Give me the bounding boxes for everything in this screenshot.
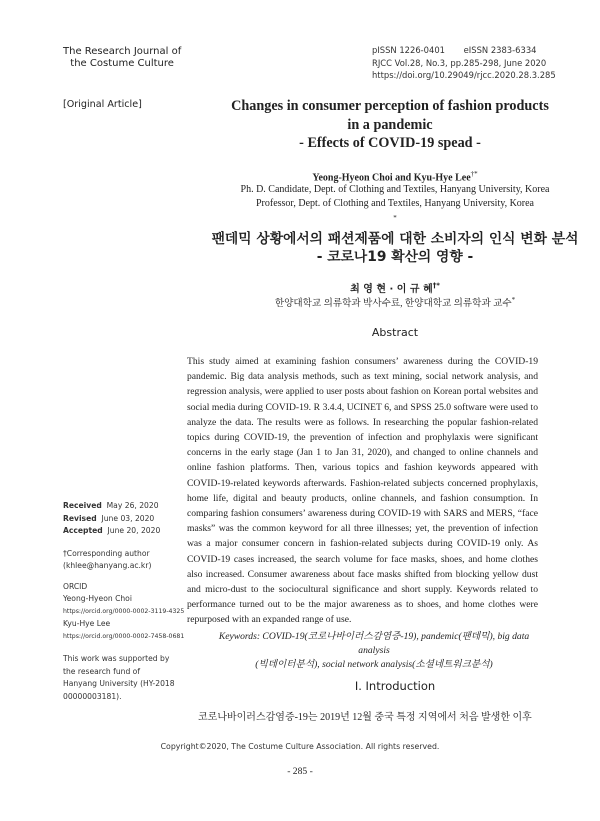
korean-title — [180, 230, 600, 266]
accepted-row — [63, 525, 184, 538]
funding-line-1: This work was supported by — [63, 654, 170, 663]
affiliations — [180, 183, 600, 229]
title-line1: Changes in consumer perception of fashion products — [231, 98, 549, 114]
received-row — [63, 500, 184, 513]
korean-authors — [180, 280, 600, 295]
orcid-name-2: Kyu-Hye Lee — [63, 619, 111, 628]
issn-row — [372, 44, 556, 57]
korean-affiliation-text: 한양대학교 의류학과 박사수료, 한양대학교 의류학과 교수 — [274, 298, 512, 309]
corresponding-author-email[interactable]: (khlee@hanyang.ac.kr) — [63, 561, 152, 570]
korean-author-names: 최 영 현 · 이 규 혜 — [350, 284, 433, 295]
keywords-line2: (빅데이터분석), social network analysis(소셜네트워크분석) — [255, 659, 493, 670]
funding-line-2: the research fund of — [63, 666, 140, 676]
citation: RJCC Vol.28, No.3, pp.285-298, June 2020 — [372, 57, 547, 68]
sidebar — [63, 500, 184, 703]
article-title — [170, 97, 600, 153]
korean-author-marks: †* — [432, 281, 440, 290]
doi-link[interactable]: https://doi.org/10.29049/rjcc.2020.28.3.285 — [372, 70, 556, 80]
copyright: Copyright©2020, The Costume Culture Association. All rights reserved. — [160, 742, 440, 751]
revised-label: Revised — [63, 513, 97, 523]
revised-row — [63, 513, 184, 526]
author-names: Yeong-Hyeon Choi and Kyu-Hye Lee — [312, 172, 471, 184]
journal-name-line2: the Costume Culture — [70, 58, 174, 69]
orcid-label: ORCID — [63, 581, 88, 591]
received-date: May 26, 2020 — [106, 501, 159, 510]
title-line3: - Effects of COVID-19 spead - — [299, 135, 481, 151]
orcid-link-1[interactable]: https://orcid.org/0000-0002-3119-4325 — [63, 607, 185, 615]
accepted-label: Accepted — [63, 526, 103, 535]
korean-affiliation-mark: * — [511, 295, 516, 304]
introduction-first-line: 코로나바이러스감염증-19는 2019년 12월 중국 특정 지역에서 처음 발생한 이후 — [198, 712, 532, 723]
title-line2: in a pandemic — [347, 116, 433, 133]
korean-title-line2: - 코로나19 확산의 영향 - — [316, 249, 474, 265]
korean-title-line1: 팬데믹 상황에서의 패션제품에 대한 소비자의 인식 변화 분석 — [211, 231, 579, 247]
eissn: eISSN 2383-6334 — [463, 45, 537, 55]
affiliation-line1: Ph. D. Candidate, Dept. of Clothing and Textiles, Hanyang University, Korea — [240, 184, 550, 195]
korean-affiliations — [180, 295, 600, 309]
affiliation-line2: Professor, Dept. of Clothing and Textiles, Hanyang University, Korea — [255, 198, 534, 209]
author-marks: †* — [470, 170, 478, 178]
orcid-link-2[interactable]: https://orcid.org/0000-0002-7458-0681 — [63, 632, 185, 640]
funding-line-4: 00000003181). — [63, 691, 122, 701]
article-type: [Original Article] — [63, 99, 142, 110]
abstract-heading: Abstract — [371, 326, 419, 339]
journal-name — [63, 46, 181, 70]
orcid-name-1: Yeong-Hyeon Choi — [63, 594, 132, 603]
pissn: pISSN 1226-0401 — [372, 45, 445, 55]
page-number: - 285 - — [287, 766, 313, 777]
abstract-body: This study aimed at examining fashion consumers’ awareness during the COVID-19 pandemic. Big data analysis methods, such as text mining, social network analysis, and regression analysis, were applied to user posts about fashion on Korean portal websites and social media during COVID-19. R 3.4.4, UCINET 6, and SPSS 25.0 software were used to analyze the data. The results were as follows. In researching the popular fashion-related topics during COVID-19, the prevention of infection and prophylaxis were significant concerns in the early stage (Jan 1 to Jan 31, 2020), and changed to online channels and online fashion platforms. Then, various topics and fashion keywords appeared with COVID-19-related keywords afterwards. Fashion-related subjects concerned prophylaxis, home life, digital and beauty products, online channels, and fashion consumption. In comparing fashion consumers’ awareness during COVID-19 with SARS and MERS, “face masks” was the common keyword for all three illnesses; yet, the prevention of infection was a major consumer concern in fashion-related subjects during COVID-19 only. As COVID-19 cases increased, the search volume for face masks, shoes, and home clothes also increased. Consumer awareness about face masks shifted from blocking yellow dust and micro-dust to the sociocultural significance and short supply. Keywords related to performance turned out to be the major awareness as to shoes, and home clothes were repurposed with an expanded range of use. — [187, 356, 538, 626]
introduction-heading: I. Introduction — [354, 679, 436, 693]
revised-date: June 03, 2020 — [101, 513, 155, 523]
accepted-date: June 20, 2020 — [107, 526, 161, 535]
publication-info — [372, 44, 556, 82]
corresponding-author-label: †Corresponding author — [63, 548, 150, 558]
keywords — [204, 630, 544, 672]
keywords-line1: Keywords: COVID-19(코로나바이러스감염증-19), pandemic(팬데믹), big data analysis — [218, 631, 530, 656]
affiliation-mark: * — [393, 214, 397, 222]
funding-line-3: Hanyang University (HY-2018 — [63, 679, 175, 688]
received-label: Received — [63, 501, 102, 510]
journal-name-line1: The Research Journal of — [63, 46, 182, 57]
